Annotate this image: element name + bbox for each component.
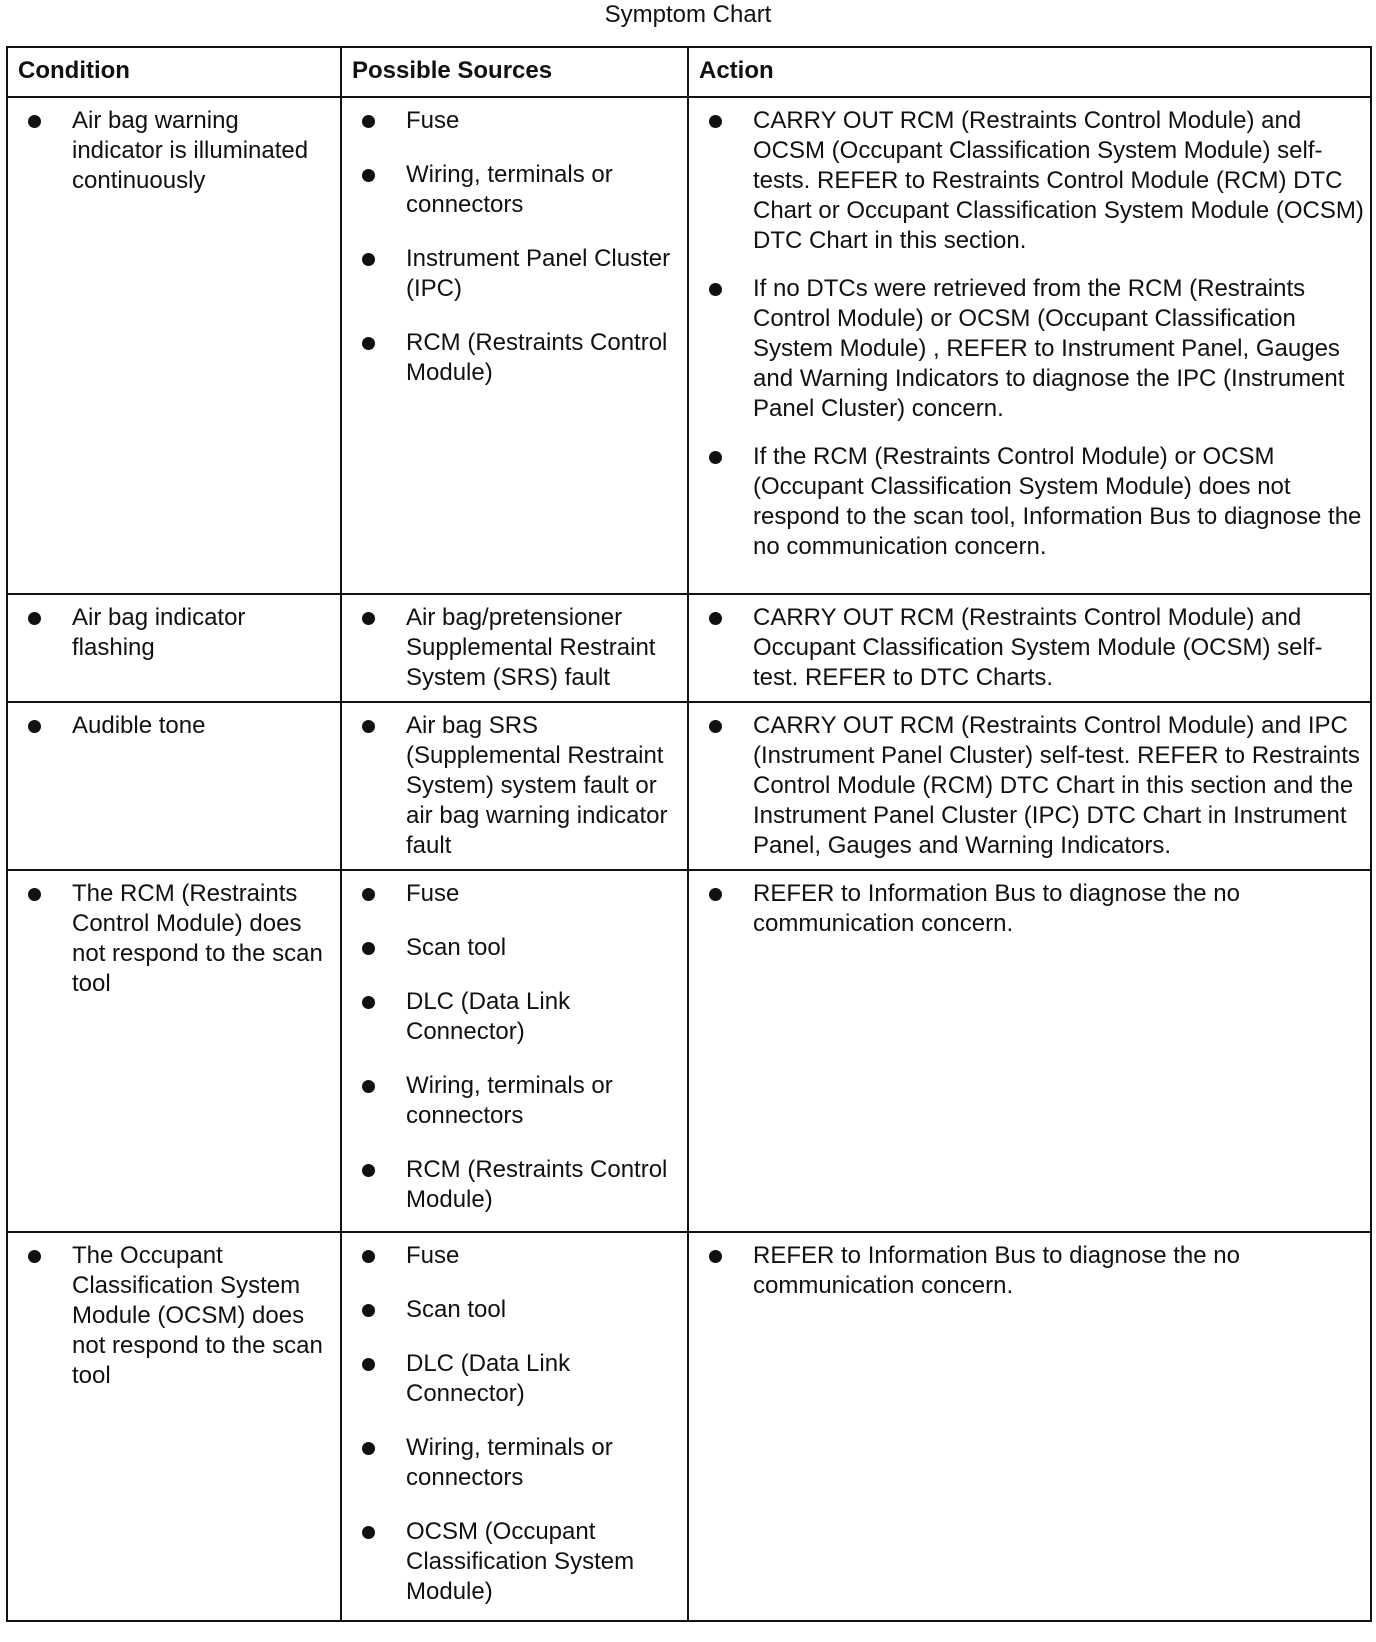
condition-list <box>28 879 334 999</box>
source-text: Fuse <box>406 1242 460 1269</box>
source-text: OCSM (Occupant Classification System Module) <box>406 1518 635 1605</box>
list-item <box>362 1155 681 1215</box>
condition-cell <box>7 97 341 594</box>
list-item <box>709 603 1364 693</box>
condition-list <box>28 106 334 196</box>
source-text: Wiring, terminals or connectors <box>406 161 613 218</box>
list-item <box>28 879 334 999</box>
action-list <box>709 106 1364 562</box>
action-list <box>709 1241 1364 1301</box>
bullet-icon <box>709 1250 722 1263</box>
header-possible-sources: Possible Sources <box>341 47 688 97</box>
condition-cell <box>7 870 341 1232</box>
bullet-icon <box>28 888 41 901</box>
condition-text: The RCM (Restraints Control Module) does not respond to the scan tool <box>72 880 323 997</box>
action-cell <box>688 1232 1371 1621</box>
bullet-icon <box>362 942 375 955</box>
bullet-icon <box>362 337 375 350</box>
sources-list <box>362 106 681 388</box>
header-row <box>7 47 1371 97</box>
sources-cell <box>341 97 688 594</box>
action-cell <box>688 870 1371 1232</box>
list-item <box>362 987 681 1047</box>
action-text: If no DTCs were retrieved from the RCM (Restraints Control Module) or OCSM (Occupant Classification System Module) , REFER to Instrument Panel, Gauges and Warning Indicators to diagnose the IPC (Instrument Panel Cluster) concern. <box>753 275 1345 422</box>
bullet-icon <box>362 720 375 733</box>
list-item <box>709 711 1364 861</box>
action-list <box>709 711 1364 861</box>
source-text: DLC (Data Link Connector) <box>406 988 571 1045</box>
list-item <box>28 711 334 741</box>
source-text: Wiring, terminals or connectors <box>406 1434 613 1491</box>
action-text: CARRY OUT RCM (Restraints Control Module) and OCSM (Occupant Classification System Module) self-tests. REFER to Restraints Control Module (RCM) DTC Chart or Occupant Classification System Module (OCSM) DTC Chart in this section. <box>753 107 1364 254</box>
bullet-icon <box>709 720 722 733</box>
action-text: If the RCM (Restraints Control Module) or OCSM (Occupant Classification System Module) does not respond to the scan tool, Information Bus to diagnose the no communication concern. <box>753 443 1362 560</box>
list-item <box>709 1241 1364 1301</box>
list-item <box>362 244 681 304</box>
sources-list <box>362 711 681 861</box>
bullet-icon <box>28 1250 41 1263</box>
condition-list <box>28 1241 334 1391</box>
source-text: RCM (Restraints Control Module) <box>406 1156 668 1213</box>
sources-cell <box>341 1232 688 1621</box>
bullet-icon <box>709 283 722 296</box>
condition-cell <box>7 1232 341 1621</box>
list-item <box>709 879 1364 939</box>
source-text: Instrument Panel Cluster (IPC) <box>406 245 671 302</box>
symptom-chart-table <box>6 46 1372 1622</box>
list-item <box>362 1433 681 1493</box>
sources-cell <box>341 702 688 870</box>
table-row <box>7 870 1371 1232</box>
bullet-icon <box>362 253 375 266</box>
bullet-icon <box>28 612 41 625</box>
list-item <box>362 711 681 861</box>
action-list <box>709 879 1364 939</box>
table-row <box>7 594 1371 702</box>
list-item <box>362 328 681 388</box>
bullet-icon <box>362 1304 375 1317</box>
action-text: REFER to Information Bus to diagnose the no communication concern. <box>753 880 1240 937</box>
bullet-icon <box>709 451 722 464</box>
condition-cell <box>7 702 341 870</box>
chart-title: Symptom Chart <box>604 1 772 28</box>
source-text: Air bag/pretensioner Supplemental Restraint System (SRS) fault <box>406 604 656 691</box>
table-row <box>7 702 1371 870</box>
list-item <box>362 879 681 909</box>
condition-list <box>28 711 334 741</box>
bullet-icon <box>362 115 375 128</box>
list-item <box>362 160 681 220</box>
action-cell <box>688 594 1371 702</box>
list-item <box>362 1349 681 1409</box>
action-list <box>709 603 1364 693</box>
list-item <box>709 442 1364 562</box>
bullet-icon <box>362 169 375 182</box>
list-item <box>362 1517 681 1607</box>
header-action: Action <box>688 47 1371 97</box>
list-item <box>362 1071 681 1131</box>
sources-list <box>362 1241 681 1607</box>
bullet-icon <box>362 1526 375 1539</box>
bullet-icon <box>362 612 375 625</box>
action-cell <box>688 97 1371 594</box>
condition-text: Air bag warning indicator is illuminated continuously <box>72 107 309 194</box>
bullet-icon <box>362 888 375 901</box>
action-text: CARRY OUT RCM (Restraints Control Module) and IPC (Instrument Panel Cluster) self-test. REFER to Restraints Control Module (RCM) DTC Chart in this section and the Instrument Panel Cluster (IPC) DTC Chart in Instrument Panel, Gauges and Warning Indicators. <box>753 712 1360 859</box>
source-text: Air bag SRS (Supplemental Restraint System) system fault or air bag warning indicator fault <box>406 712 668 859</box>
bullet-icon <box>28 115 41 128</box>
header-condition: Condition <box>7 47 341 97</box>
condition-text: The Occupant Classification System Module (OCSM) does not respond to the scan tool <box>72 1242 323 1389</box>
condition-text: Audible tone <box>72 712 206 739</box>
source-text: Scan tool <box>406 934 507 961</box>
bullet-icon <box>709 612 722 625</box>
source-text: Scan tool <box>406 1296 507 1323</box>
list-item <box>28 106 334 196</box>
sources-cell <box>341 870 688 1232</box>
condition-list <box>28 603 334 663</box>
condition-cell <box>7 594 341 702</box>
list-item <box>28 1241 334 1391</box>
bullet-icon <box>709 115 722 128</box>
bullet-icon <box>362 996 375 1009</box>
table-row <box>7 1232 1371 1621</box>
bullet-icon <box>362 1358 375 1371</box>
bullet-icon <box>362 1250 375 1263</box>
bullet-icon <box>709 888 722 901</box>
list-item <box>28 603 334 663</box>
source-text: Wiring, terminals or connectors <box>406 1072 613 1129</box>
list-item <box>362 106 681 136</box>
sources-cell <box>341 594 688 702</box>
bullet-icon <box>362 1442 375 1455</box>
table-row <box>7 97 1371 594</box>
source-text: Fuse <box>406 107 460 134</box>
bullet-icon <box>362 1164 375 1177</box>
list-item <box>362 603 681 693</box>
action-text: CARRY OUT RCM (Restraints Control Module) and Occupant Classification System Module (OCSM) self-test. REFER to DTC Charts. <box>753 604 1323 691</box>
action-cell <box>688 702 1371 870</box>
source-text: DLC (Data Link Connector) <box>406 1350 571 1407</box>
sources-list <box>362 879 681 1215</box>
source-text: Fuse <box>406 880 460 907</box>
source-text: RCM (Restraints Control Module) <box>406 329 668 386</box>
action-text: REFER to Information Bus to diagnose the no communication concern. <box>753 1242 1240 1299</box>
list-item <box>362 1295 681 1325</box>
list-item <box>362 1241 681 1271</box>
list-item <box>709 274 1364 424</box>
bullet-icon <box>362 1080 375 1093</box>
bullet-icon <box>28 720 41 733</box>
list-item <box>709 106 1364 256</box>
condition-text: Air bag indicator flashing <box>72 604 246 661</box>
list-item <box>362 933 681 963</box>
sources-list <box>362 603 681 693</box>
